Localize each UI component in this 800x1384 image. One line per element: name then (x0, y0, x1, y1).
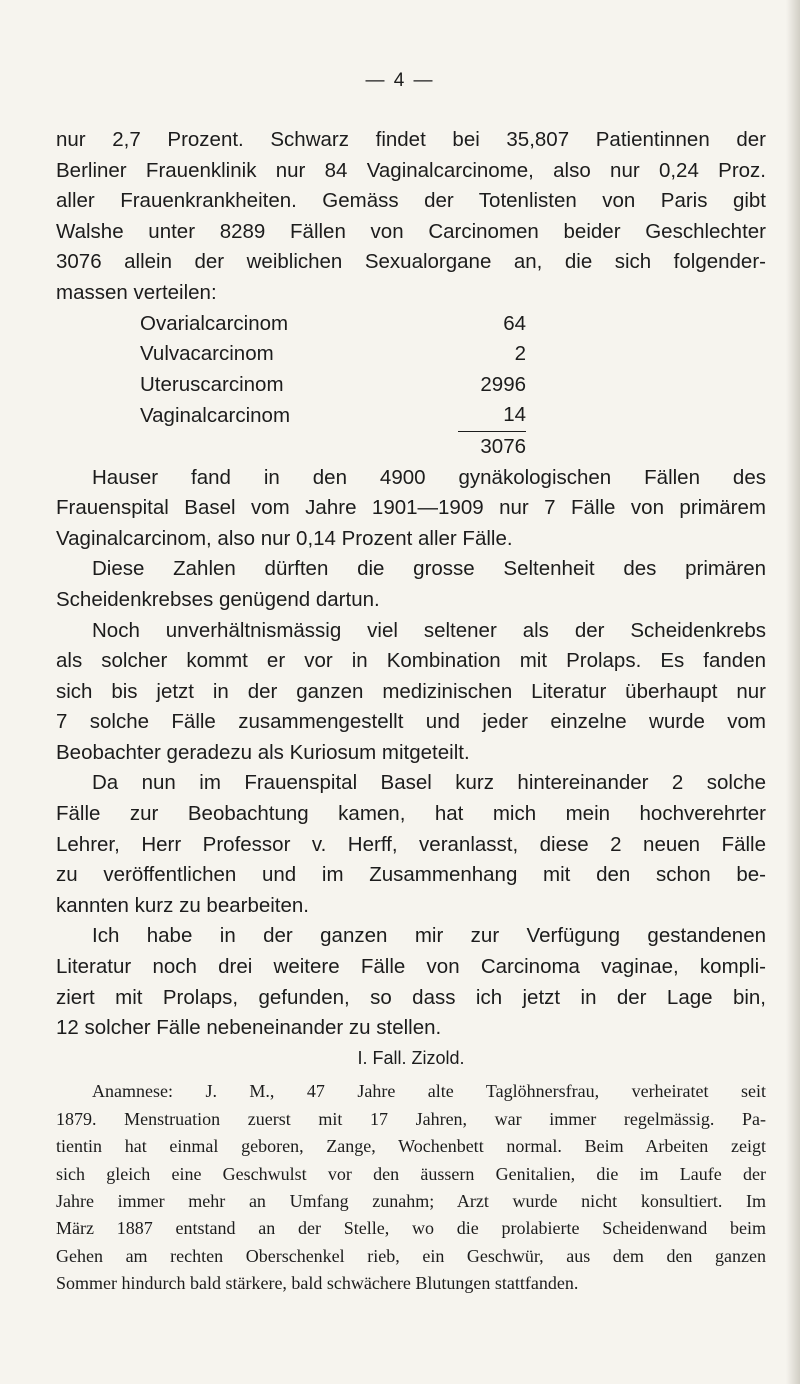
main-text (56, 125, 766, 1044)
table-row (140, 339, 526, 370)
text-line: Literatur noch drei weitere Fälle von Carcinoma vaginae, kompli- (56, 955, 766, 979)
text-line: Jahre immer mehr an Umfang zunahm; Arzt wurde nicht konsultiert. Im (56, 1191, 766, 1212)
case-title: I. Fall. Zizold. (357, 1048, 465, 1068)
text-line: Anamnese: J. M., 47 Jahre alte Taglöhnersfrau, verheiratet seit (92, 1081, 766, 1102)
page-number: — 4 — (365, 70, 435, 91)
text-line: 12 solcher Fälle nebeneinander zu stellen. (56, 1016, 442, 1040)
page-edge-shadow (786, 0, 800, 1384)
text-line: 7 solche Fälle zusammengestellt und jeder einzelne wurde vom (56, 710, 766, 734)
text-line: tientin hat einmal geboren, Zange, Wochenbett normal. Beim Arbeiten zeigt (56, 1136, 766, 1157)
text-line: Hauser fand in den 4900 gynäkologischen Fällen des (92, 465, 766, 489)
row-value: 64 (503, 311, 526, 335)
paragraph-6 (56, 921, 766, 1043)
row-value: 14 (503, 403, 526, 427)
table-row (140, 400, 526, 431)
table-row (140, 370, 526, 401)
text-line: Beobachter geradezu als Kuriosum mitgeteilt. (56, 740, 470, 764)
text-line: Vaginalcarcinom, also nur 0,14 Prozent aller Fälle. (56, 526, 513, 550)
carcinoma-table (140, 309, 526, 463)
text-line: Berliner Frauenklinik nur 84 Vaginalcarcinome, also nur 0,24 Proz. (56, 158, 766, 182)
text-line: Walshe unter 8289 Fällen von Carcinomen beider Geschlechter (56, 219, 766, 243)
text-line: Fälle zur Beobachtung kamen, hat mich mein hochverehrter (56, 802, 766, 826)
text-line: kannten kurz zu bearbeiten. (56, 893, 309, 917)
text-line: Gehen am rechten Oberschenkel rieb, ein Geschwür, aus dem den ganzen (56, 1245, 766, 1266)
text-line: aller Frauenkrankheiten. Gemäss der Totenlisten von Paris gibt (56, 189, 766, 213)
total-row (140, 431, 526, 462)
text-line: als solcher kommt er vor in Kombination mit Prolaps. Es fanden (56, 649, 766, 673)
text-line: Noch unverhältnismässig viel seltener als der Scheidenkrebs (92, 618, 766, 642)
text-line: massen verteilen: (56, 280, 217, 304)
text-line: nur 2,7 Prozent. Schwarz findet bei 35,807 Patientinnen der (56, 128, 766, 151)
text-line: Diese Zahlen dürften die grosse Seltenheit des primären (92, 557, 766, 581)
row-value: 2996 (480, 372, 526, 396)
paragraph-3 (56, 554, 766, 615)
text-line: Frauenspital Basel vom Jahre 1901—1909 nur 7 Fälle von primärem (56, 496, 766, 520)
text-line: Scheidenkrebses genügend dartun. (56, 587, 380, 611)
table-row (140, 309, 526, 340)
case-report (56, 1045, 766, 1298)
text-line: März 1887 entstand an der Stelle, wo die prolabierte Scheidenwand beim (56, 1218, 766, 1239)
row-label: Ovarialcarcinom (140, 311, 289, 335)
text-line: Da nun im Frauenspital Basel kurz hintereinander 2 solche (92, 771, 766, 795)
text-line: 3076 allein der weiblichen Sexualorgane an, die sich folgender- (56, 250, 766, 274)
row-label: Uteruscarcinom (140, 372, 284, 396)
text-line: Lehrer, Herr Professor v. Herff, veranlasst, diese 2 neuen Fälle (56, 832, 766, 856)
text-line: zu veröffentlichen und im Zusammenhang mit den schon be- (56, 863, 766, 887)
text-line: sich gleich eine Geschwulst vor den äussern Genitalien, die im Laufe der (56, 1163, 766, 1184)
paragraph-2 (56, 463, 766, 555)
text-line: 1879. Menstruation zuerst mit 17 Jahren, war immer regelmässig. Pa- (56, 1108, 766, 1129)
text-line: sich bis jetzt in der ganzen medizinischen Literatur überhaupt nur (56, 679, 766, 703)
paragraph-1 (56, 125, 766, 309)
row-value: 2 (514, 342, 526, 366)
text-line: Ich habe in der ganzen mir zur Verfügung gestandenen (92, 924, 766, 948)
paragraph-4 (56, 616, 766, 769)
row-label: Vaginalcarcinom (140, 403, 291, 427)
text-line: Sommer hindurch bald stärkere, bald schwächere Blutungen stattfanden. (56, 1273, 579, 1294)
table-total: 3076 (458, 431, 526, 462)
text-line: ziert mit Prolaps, gefunden, so dass ich jetzt in der Lage bin, (56, 985, 766, 1009)
paragraph-5 (56, 768, 766, 921)
row-label: Vulvacarcinom (140, 342, 274, 366)
